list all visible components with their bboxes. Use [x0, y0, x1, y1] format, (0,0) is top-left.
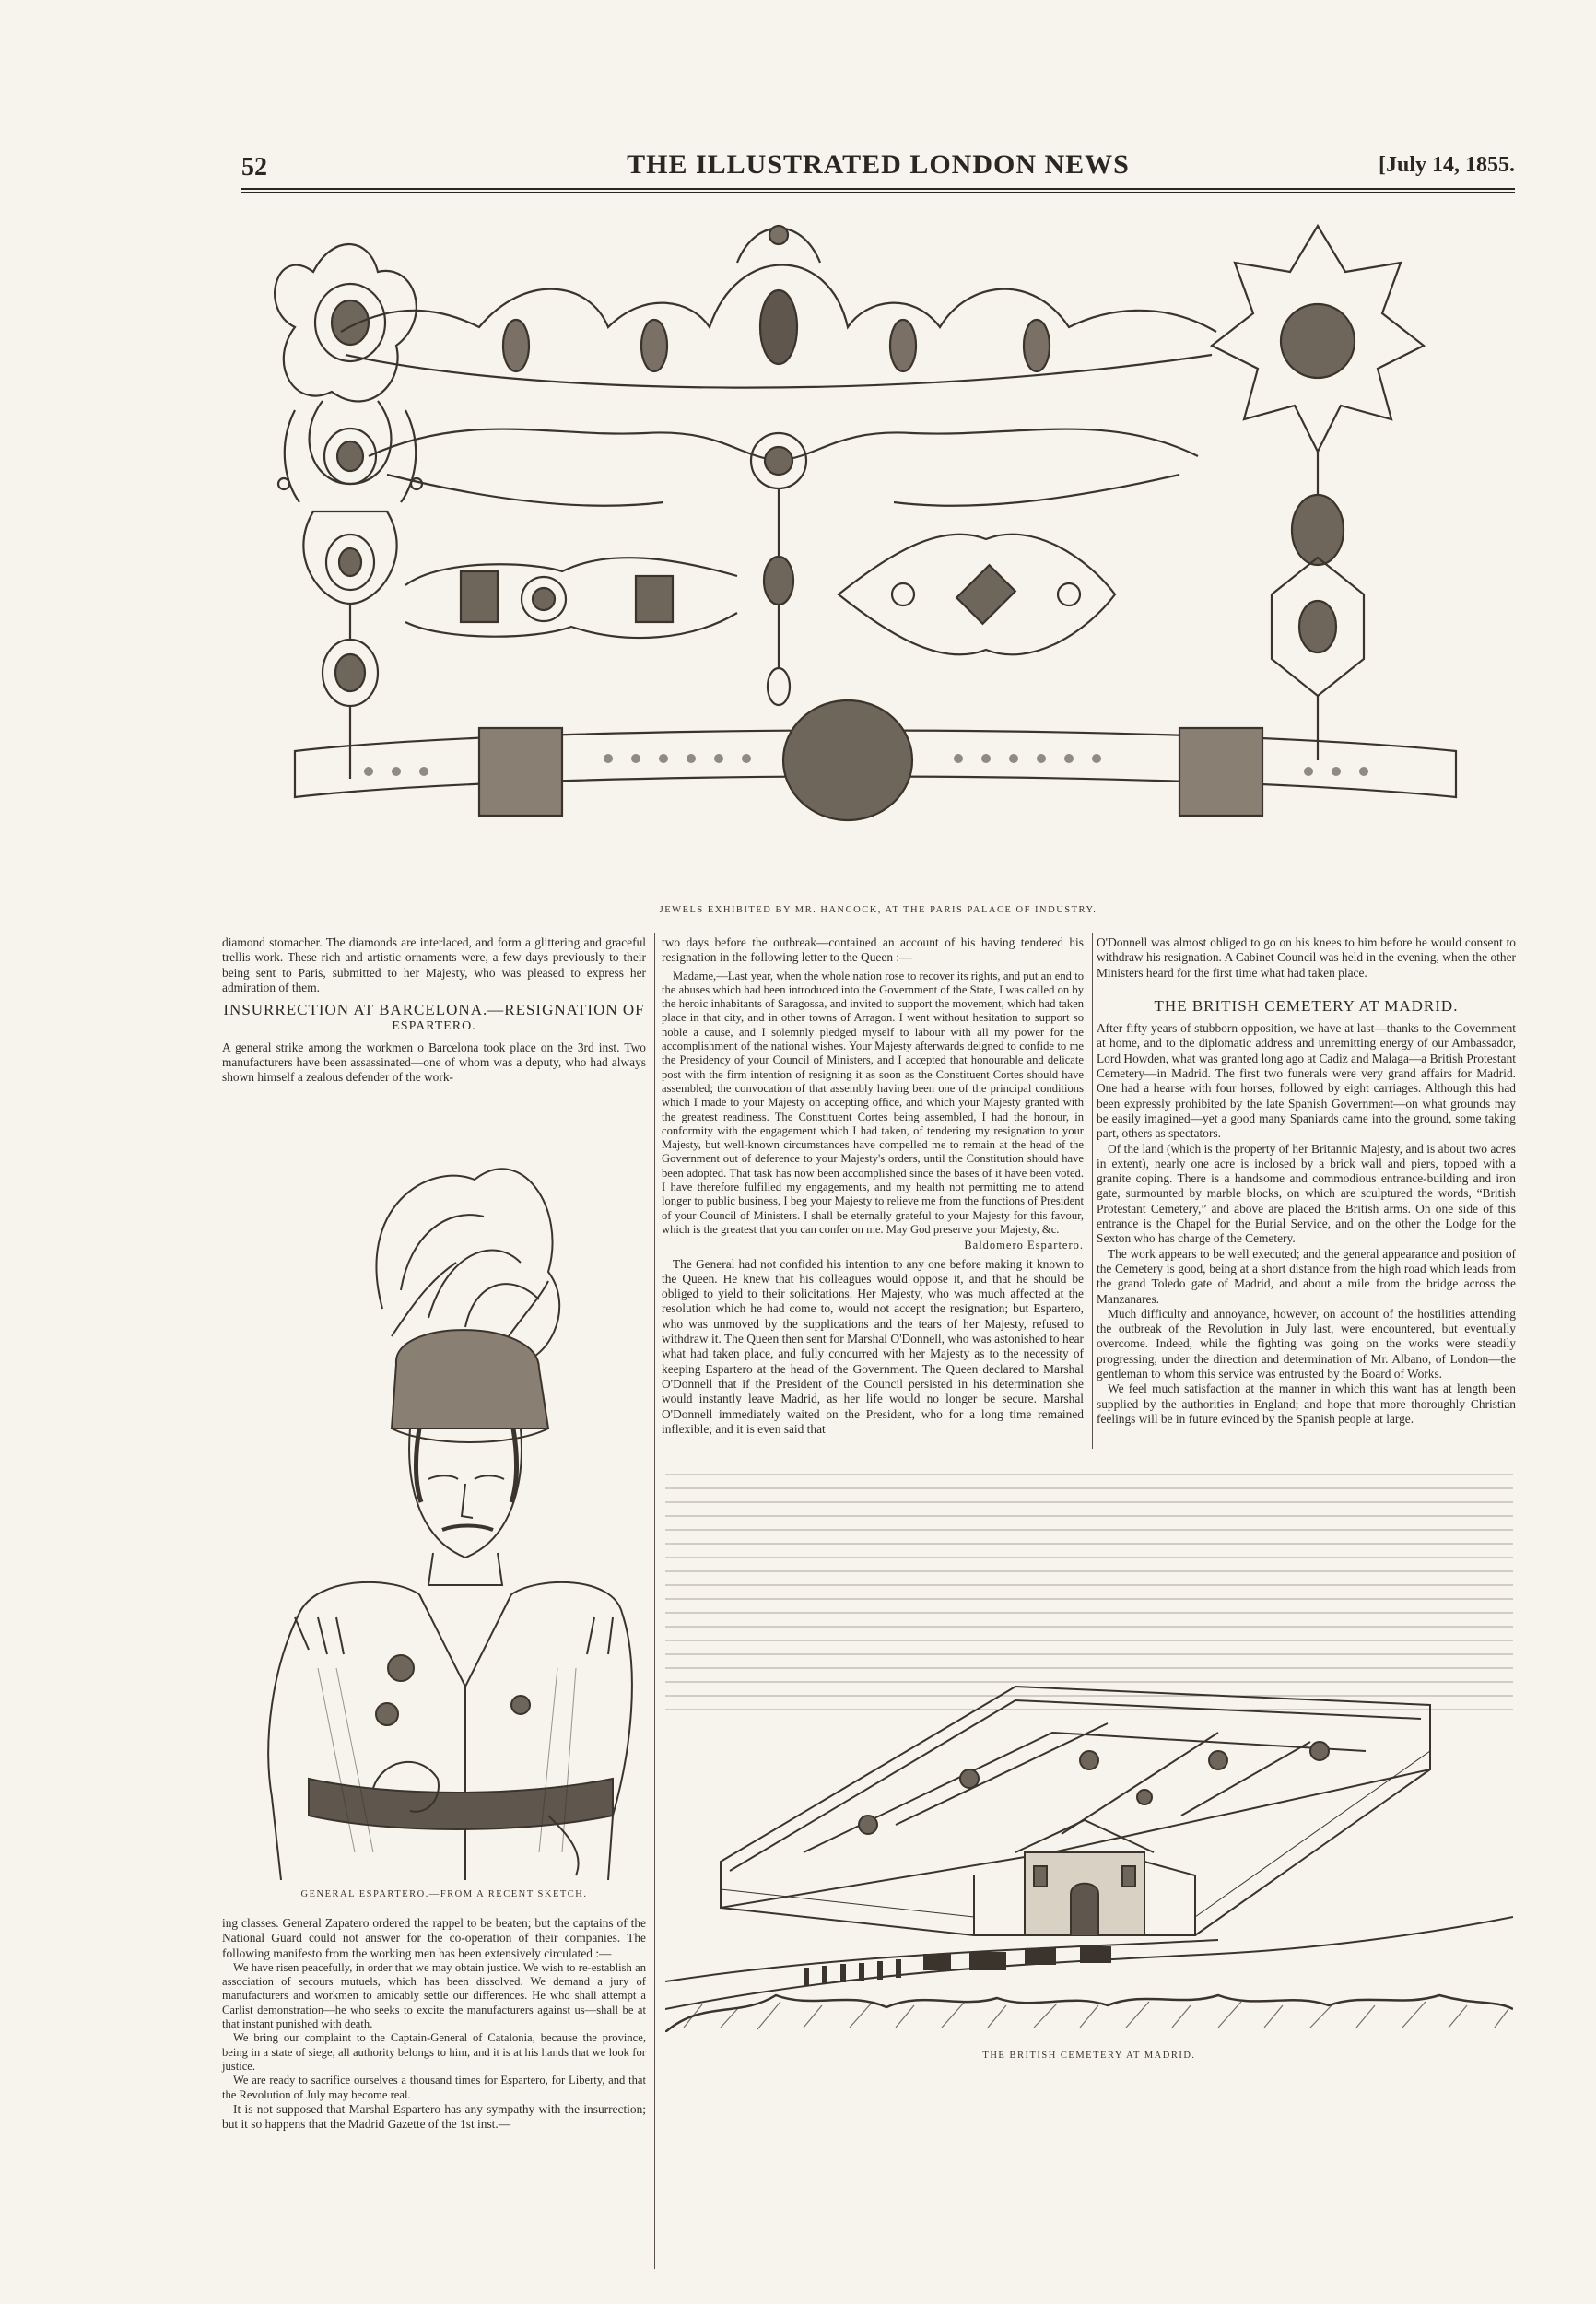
- masthead-rule-thin: [241, 192, 1515, 193]
- resignation-narrative: The General had not confided his intention to any one before making it known to the Queen. He knew that his colleagues would oppose it, and that he should be obliged to yield to their solicitations. Her Majesty, who was much affected at the resolution which he had come to, would not accept the resignation; but Espartero, who was unmoved by the supplications and the tears of her Majesty, refused to withdraw it. The Queen then sent for Marshal O'Donnell, who was astonished to hear what had taken place, and fully concurred with her Majesty as to the necessity of keeping Espartero at the head of the Government. The Queen declared to Marshal O'Donnell that if the President of the Council persisted in his determination she would instantly leave Madrid, as her life would no longer be secure. Marshal O'Donnell immediately waited on the President, who for a long time remained inflexible; and it is even said that: [662, 1256, 1084, 1436]
- jewels-illustration: [258, 207, 1493, 866]
- jewels-caption: JEWELS EXHIBITED BY MR. HANCOCK, AT THE PARIS PALACE OF INDUSTRY.: [659, 905, 1097, 915]
- insurrection-closing: It is not supposed that Marshal Espartero has any sympathy with the insurrection; but it so happens that the Madrid Gazette of the 1st inst.—: [222, 2101, 646, 2132]
- cemetery-paragraph: We feel much satisfaction at the manner in which this want has at length been supplied by the authorities in England; and hope that more thoroughly Christian feelings will be in future evinced by the Spanish people at large.: [1097, 1381, 1516, 1426]
- cemetery-illustration: [665, 1456, 1513, 2032]
- cemetery-engraving: [665, 1456, 1513, 2032]
- column-divider-2: [1092, 933, 1093, 1449]
- masthead-rule: [241, 188, 1515, 190]
- issue-date: [July 14, 1855.: [1378, 153, 1515, 177]
- insurrection-intro: A general strike among the workmen o Barcelona took place on the 3rd inst. Two manufacturers have been assassinated—one of whom was a deputy, who had always shown himself a zealous defender of the work-: [222, 1040, 646, 1085]
- column-2: [662, 935, 1084, 1437]
- resignation-intro: two days before the outbreak—contained an account of his having tendered his resignation in the following letter to the Queen :—: [662, 935, 1084, 965]
- letter-text: Madame,—Last year, when the whole nation rose to recover its rights, and put an end to the abuses which had been introduced into the Government of the State, I was called on by the heroic inhabitants of Saragossa, and invited to support the movement, which had taken place in that city, and in other towns of Arragon. I went without hesitation to support so noble a cause, and I solemnly pledged myself to labour with all my power for the accomplishment of the national wishes. Your Majesty afterwards deigned to confide to me the Presidency of your Council of Ministers, and I accepted that honourable and delicate post with the firm intention of resigning it as soon as the Constituent Cortes should have assembled; the convocation of that assembly having been one of the principal conditions which I made to your Majesty on accepting office, and which your Majesty granted with the greatest readiness. The Constituent Cortes being assembled, I had the honour, in conformity with the engagement which I had taken, of tendering my resignation to your Majesty, but well-known circumstances have compelled me to remain at the head of the Government out of deference to your Majesty's orders, until the Constitution should have been adopted. That task has now been accomplished since the bases of it have been voted. I have therefore fulfilled my engagements, and my health not permitting me to attend longer to public business, I beg your Majesty to relieve me from the functions of President of your Council of Ministers. I shall be eternally grateful to your Majesty for this favour, which is the greatest that you can confer on me. May God preserve your Majesty, &c.: [662, 969, 1084, 1236]
- espartero-illustration: [244, 1152, 636, 1880]
- cemetery-paragraph: Much difficulty and annoyance, however, on account of the hostilities attending the outbreak of the Revolution in July last, were encountered, but eventually overcome. Indeed, while the fighting was going on the works were steadily progressing, under the direction and determination of Mr. Albano, of London—the gentleman to whom this service was entrusted by the Board of Works.: [1097, 1306, 1516, 1381]
- jewels-article-end: diamond stomacher. The diamonds are interlaced, and form a glittering and graceful trellis work. These rich and artistic ornaments were, a few days previously to their being sent to Paris, submitted to her Majesty, who was pleased to express her admiration of them.: [222, 935, 646, 994]
- manifesto-paragraph: We have risen peacefully, in order that we may obtain justice. We wish to re-establish an association of secours mutuels, which has been dissolved. We demand a jury of manufacturers and workmen to amicably settle our differences. He who shall attempt a Carlist demonstration—he who seeks to excite the manufacturers against us—shall be at that instant punished with death.: [222, 1960, 646, 2031]
- espartero-caption: GENERAL ESPARTERO.—FROM A RECENT SKETCH.: [300, 1889, 588, 1899]
- masthead: [241, 147, 1515, 188]
- column-3: [1097, 935, 1516, 1427]
- cemetery-headline: THE BRITISH CEMETERY AT MADRID.: [1154, 996, 1459, 1015]
- letter-signature: Baldomero Espartero.: [964, 1239, 1084, 1252]
- manifesto-paragraph: We are ready to sacrifice ourselves a thousand times for Espartero, for Liberty, and that the Revolution of July may become real.: [222, 2074, 646, 2101]
- page-number: 52: [241, 153, 267, 182]
- cemetery-paragraph: Of the land (which is the property of her Britannic Majesty, and is about two acres in extent), nearly one acre is inclosed by a brick wall and piers, topped with a granite coping. There is a handsome and commodious entrance-building and iron gate, surmounted by marble blocks, on which are sculptured the words, “British Protestant Cemetery,” and above are placed the British arms. On one side of this entrance is the Chapel for the Burial Service, and on the other the Lodge for the Sexton who has charge of the Cemetery.: [1097, 1141, 1516, 1246]
- jewels-engraving: [258, 207, 1493, 866]
- manifesto-paragraph: We bring our complaint to the Captain-General of Catalonia, because the province, being in a state of siege, all authority belongs to him, and it is at his hands that we look for justice.: [222, 2031, 646, 2073]
- column-1-bottom: [222, 1916, 646, 2132]
- column-1-top: [222, 935, 646, 1086]
- cemetery-paragraph: The work appears to be well executed; and the general appearance and position of the Cemetery is good, being at a short distance from the high road which leads from the grand Toledo gate of Madrid, and about a mile from the bridge across the Manzanares.: [1097, 1246, 1516, 1306]
- insurrection-subheadline: ESPARTERO.: [392, 1019, 476, 1034]
- cemetery-caption: THE BRITISH CEMETERY AT MADRID.: [982, 2051, 1196, 2061]
- insurrection-continued: ing classes. General Zapatero ordered the rappel to be beaten; but the captains of the National Guard could not answer for the co-operation of their companies. The following manifesto from the working men has been extensively circulated :—: [222, 1916, 646, 1960]
- resignation-letter: [662, 970, 1084, 1238]
- newspaper-title: THE ILLUSTRATED LONDON NEWS: [627, 149, 1130, 180]
- resignation-ending: O'Donnell was almost obliged to go on his knees to him before he would consent to withdraw his resignation. A Cabinet Council was held in the evening, when the other Ministers heard for the first time what had taken place.: [1097, 935, 1516, 980]
- insurrection-headline: INSURRECTION AT BARCELONA.—RESIGNATION OF: [223, 1001, 645, 1019]
- espartero-portrait: [244, 1152, 636, 1880]
- manifesto-quote: [222, 1961, 646, 2102]
- column-divider-1: [654, 933, 655, 2269]
- cemetery-paragraph: After fifty years of stubborn opposition, we have at last—thanks to the Government at home, and to the diplomatic address and unremitting energy of our Ambassador, Lord Howden, what was granted long ago at Cadiz and Malaga—a British Protestant Cemetery—in Madrid. The first two funerals were very grand affairs for Madrid. One had a hearse with four horses, followed by eight carriages. Although this had been expressly prohibited by the late Spanish Government—on what grounds may be easily imagined—yet a good many Spaniards came into the ground, some taking part, others as spectators.: [1097, 1021, 1516, 1141]
